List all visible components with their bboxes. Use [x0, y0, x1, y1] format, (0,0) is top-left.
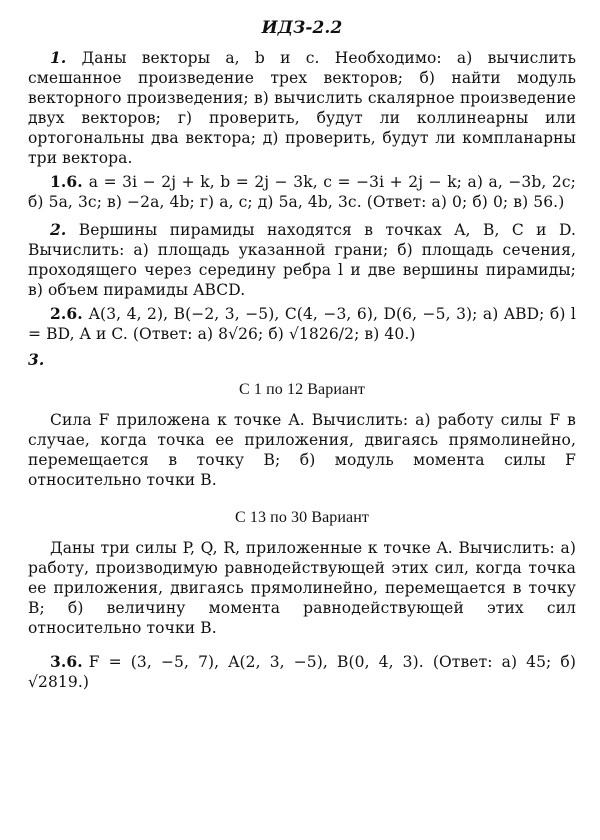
problem-2-text: Вершины пирамиды находятся в точках A, B, C и D. Вычислить: а) площадь указанной грани; б) площадь сечения, проходящего через середину ребра l и две вершины пирамиды; в) объем пирамиды ABCD.: [28, 221, 576, 299]
problem-2-variant-text: A(3, 4, 2), B(−2, 3, −5), C(4, −3, 6), D(6, −5, 3); а) ABD; б) l = BD, A и C. (Ответ: а) 8√26; б) √1826/2; в) 40.): [28, 305, 576, 343]
page-title: ИДЗ-2.2: [261, 18, 343, 38]
document-page: [28, 18, 576, 828]
variant-range-heading-1-12: С 1 по 12 Вариант: [239, 381, 365, 398]
variant-range-heading-13-30: С 13 по 30 Вариант: [234, 509, 370, 526]
problem-3-text-b: Даны три силы P, Q, R, приложенные к точке A. Вычислить: а) работу, производимую равнодействующей этих сил, когда точка ее приложения, двигаясь прямолинейно, перемещается в точку B; б) величину момента равнодействующей этих сил относительно точки B.: [28, 539, 576, 637]
problem-2-statement: [28, 220, 576, 300]
problem-1-statement: [28, 48, 576, 168]
problem-3-text-a: Сила F приложена к точке A. Вычислить: а) работу силы F в случае, когда точка ее приложения, двигаясь прямолинейно, перемещается в точку B; б) модуль момента силы F относительно точки B.: [28, 411, 576, 489]
problem-1-variant: [28, 172, 576, 212]
problem-2-variant: [28, 304, 576, 344]
problem-3-variant: [28, 652, 576, 692]
problem-3-variant-number: 3.6.: [50, 652, 83, 671]
problem-2-variant-number: 2.6.: [50, 304, 83, 323]
problem-1-number: 1.: [50, 48, 67, 67]
problem-3-variant-text: F = (3, −5, 7), A(2, 3, −5), B(0, 4, 3). (Ответ: а) 45; б) √2819.): [28, 653, 576, 691]
problem-1-text: Даны векторы a, b и c. Необходимо: а) вычислить смешанное произведение трех векторов; б) найти модуль векторного произведения; в) вычислить скалярное произведение двух векторов; г) проверить, будут ли коллинеарны или ортогональны два вектора; д) проверить, будут ли компланарны три вектора.: [28, 49, 577, 167]
problem-2-number: 2.: [50, 220, 67, 239]
problem-1-variant-number: 1.6.: [50, 172, 83, 191]
problem-3-number: 3.: [28, 350, 45, 369]
problem-1-variant-text: a = 3i − 2j + k, b = 2j − 3k, c = −3i + 2j − k; а) a, −3b, 2c; б) 5a, 3c; в) −2a, 4b; г) a, c; д) 5a, 4b, 3c. (Ответ: а) 0; б) 0; в) 56.): [28, 173, 576, 211]
